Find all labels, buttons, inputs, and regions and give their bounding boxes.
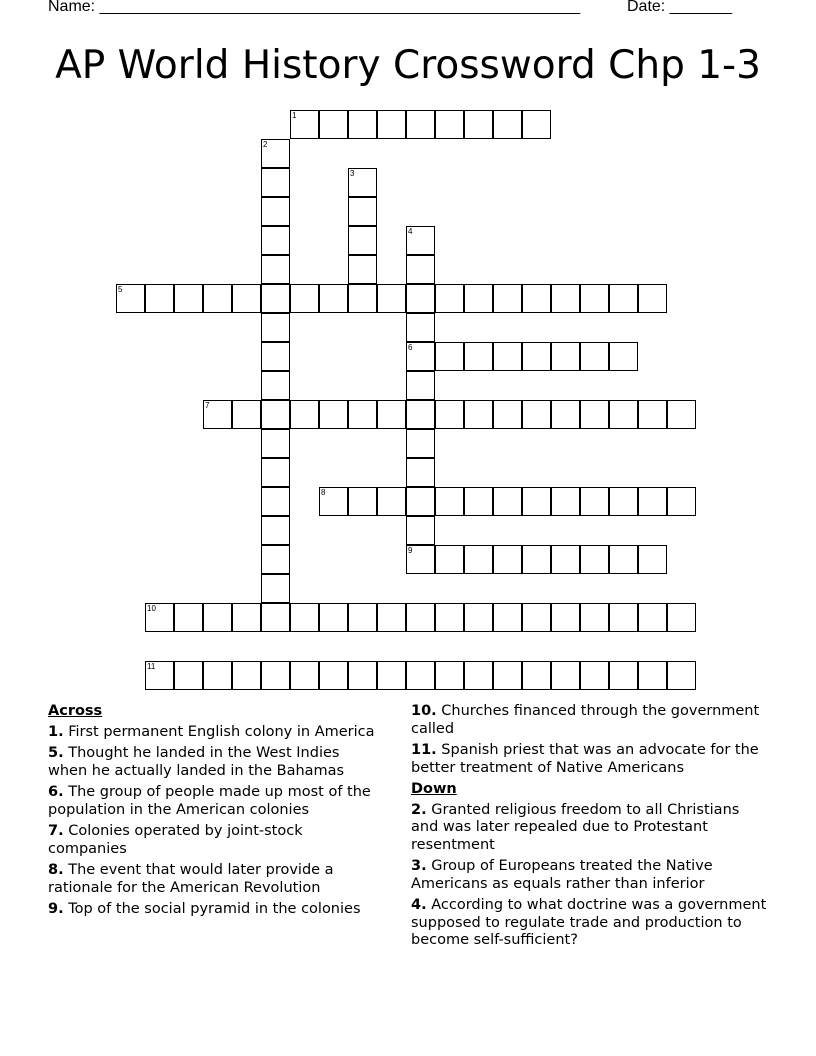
crossword-cell[interactable] [406,603,435,632]
clue-text: First permanent English colony in America [68,723,375,740]
crossword-cell[interactable] [609,400,638,429]
crossword-cell[interactable] [638,400,667,429]
crossword-cell[interactable] [638,284,667,313]
crossword-cell[interactable] [464,400,493,429]
crossword-cell[interactable] [116,284,145,313]
crossword-cell[interactable] [551,342,580,371]
crossword-cell[interactable] [493,284,522,313]
crossword-cell[interactable] [261,255,290,284]
crossword-cell[interactable] [435,603,464,632]
crossword-cell[interactable] [406,110,435,139]
crossword-cell[interactable] [377,400,406,429]
crossword-cell[interactable] [348,110,377,139]
crossword-cell[interactable] [493,545,522,574]
crossword-cell[interactable] [406,661,435,690]
crossword-cell[interactable] [261,458,290,487]
crossword-cell[interactable] [174,603,203,632]
crossword-cell[interactable] [464,603,493,632]
across-clue-7 [48,823,383,858]
crossword-cell[interactable] [609,342,638,371]
crossword-cell[interactable] [319,661,348,690]
crossword-cell[interactable] [638,487,667,516]
crossword-cell[interactable] [551,661,580,690]
crossword-cell[interactable] [580,487,609,516]
crossword-cell[interactable] [464,110,493,139]
cell-number: 4 [408,227,413,236]
crossword-cell[interactable] [551,284,580,313]
crossword-cell[interactable] [377,284,406,313]
crossword-cell[interactable] [406,545,435,574]
crossword-cell[interactable] [348,400,377,429]
crossword-cell[interactable] [319,110,348,139]
crossword-cell[interactable] [464,545,493,574]
crossword-cell[interactable] [667,661,696,690]
cell-number: 1 [292,111,297,120]
across-clue-9 [48,901,383,919]
crossword-cell[interactable] [406,458,435,487]
crossword-cell[interactable] [261,574,290,603]
crossword-cell[interactable] [232,400,261,429]
crossword-cell[interactable] [261,139,290,168]
crossword-cell[interactable] [261,400,290,429]
crossword-cell[interactable] [522,487,551,516]
crossword-cell[interactable] [261,197,290,226]
crossword-cell[interactable] [667,400,696,429]
crossword-cell[interactable] [435,487,464,516]
clue-number: 2. [411,801,427,818]
crossword-cell[interactable] [464,342,493,371]
clue-text: Group of Europeans treated the Native Americans as equals rather than inferior [411,858,713,892]
across-clue-5 [48,745,383,780]
crossword-cell[interactable] [493,110,522,139]
crossword-cell[interactable] [261,603,290,632]
crossword-cell[interactable] [406,400,435,429]
cell-number: 10 [147,604,156,613]
clue-text: Churches financed through the government called [411,703,760,737]
crossword-cell[interactable] [609,661,638,690]
crossword-cell[interactable] [377,487,406,516]
clues-column-left [48,703,383,923]
puzzle-title: AP World History Crossword Chp 1-3 [55,43,761,88]
crossword-cell[interactable] [609,284,638,313]
crossword-cell[interactable] [319,603,348,632]
crossword-cell[interactable] [493,603,522,632]
crossword-cell[interactable] [174,284,203,313]
crossword-cell[interactable] [667,487,696,516]
crossword-cell[interactable] [580,545,609,574]
crossword-cell[interactable] [435,400,464,429]
crossword-cell[interactable] [580,661,609,690]
crossword-cell[interactable] [580,284,609,313]
across-clue-6 [48,784,383,819]
crossword-cell[interactable] [493,400,522,429]
crossword-cell[interactable] [145,284,174,313]
clue-number: 6. [48,784,64,800]
cell-number: 6 [408,343,413,352]
crossword-cell[interactable] [464,487,493,516]
crossword-cell[interactable] [261,516,290,545]
crossword-cell[interactable] [203,400,232,429]
clue-text: Thought he landed in the West Indies when he actually landed in the Bahamas [48,745,345,779]
crossword-cell[interactable] [319,400,348,429]
crossword-cell[interactable] [261,545,290,574]
clue-number: 9. [48,901,64,917]
crossword-cell[interactable] [493,342,522,371]
crossword-cell[interactable] [261,168,290,197]
clue-text: Colonies operated by joint-stock companies [48,823,303,857]
crossword-cell[interactable] [232,603,261,632]
crossword-cell[interactable] [348,284,377,313]
crossword-cell[interactable] [609,487,638,516]
crossword-cell[interactable] [145,603,174,632]
clue-text: Spanish priest that was an advocate for the better treatment of Native Americans [411,742,759,776]
crossword-cell[interactable] [522,661,551,690]
crossword-cell[interactable] [261,226,290,255]
across-clue-1 [48,724,383,742]
crossword-cell[interactable] [406,284,435,313]
name-field-line: Name: ______________________________________________________ [48,0,581,15]
crossword-cell[interactable] [609,603,638,632]
crossword-cell[interactable] [522,342,551,371]
crossword-cell[interactable] [580,342,609,371]
crossword-cell[interactable] [261,429,290,458]
crossword-cell[interactable] [464,284,493,313]
crossword-cell[interactable] [261,371,290,400]
crossword-cell[interactable] [580,400,609,429]
across-heading: Across [48,703,103,719]
crossword-cell[interactable] [348,226,377,255]
crossword-cell[interactable] [348,487,377,516]
crossword-cell[interactable] [406,487,435,516]
crossword-cell[interactable] [203,661,232,690]
clue-number: 1. [48,723,64,740]
clue-number: 10. [411,703,437,719]
crossword-cell[interactable] [551,487,580,516]
crossword-cell[interactable] [406,371,435,400]
crossword-cell[interactable] [290,284,319,313]
crossword-cell[interactable] [522,603,551,632]
crossword-cell[interactable] [377,661,406,690]
crossword-cell[interactable] [261,342,290,371]
crossword-cell[interactable] [667,603,696,632]
down-clue-4 [411,897,771,950]
crossword-cell[interactable] [348,661,377,690]
date-field-line: Date: _______ [627,0,732,15]
crossword-cell[interactable] [435,661,464,690]
crossword-cell[interactable] [348,255,377,284]
crossword-cell[interactable] [232,661,261,690]
crossword-cell[interactable] [261,661,290,690]
crossword-cell[interactable] [638,603,667,632]
crossword-cell[interactable] [435,110,464,139]
clue-number: 8. [48,862,64,878]
crossword-cell[interactable] [638,661,667,690]
across-clue-10 [411,703,771,738]
crossword-cell[interactable] [522,284,551,313]
clue-number: 4. [411,897,427,913]
crossword-cell[interactable] [464,661,493,690]
clue-number: 11. [411,742,437,758]
crossword-cell[interactable] [435,284,464,313]
cell-number: 3 [350,169,355,178]
crossword-cell[interactable] [493,661,522,690]
cell-number: 9 [408,546,413,555]
cell-number: 11 [147,662,156,671]
crossword-cell[interactable] [522,400,551,429]
crossword-cell[interactable] [609,545,638,574]
crossword-cell[interactable] [551,545,580,574]
crossword-cell[interactable] [319,284,348,313]
crossword-cell[interactable] [261,487,290,516]
down-clue-2 [411,802,771,855]
crossword-cell[interactable] [348,197,377,226]
crossword-cell[interactable] [435,545,464,574]
crossword-cell[interactable] [580,603,609,632]
crossword-cell[interactable] [174,661,203,690]
crossword-cell[interactable] [203,603,232,632]
crossword-cell[interactable] [290,603,319,632]
crossword-cell[interactable] [522,545,551,574]
crossword-cell[interactable] [406,313,435,342]
down-heading: Down [411,781,457,797]
crossword-cell[interactable] [406,429,435,458]
crossword-cell[interactable] [348,603,377,632]
clue-text: Top of the social pyramid in the colonies [68,901,361,917]
crossword-cell[interactable] [406,516,435,545]
crossword-cell[interactable] [377,110,406,139]
crossword-cell[interactable] [232,284,261,313]
crossword-cell[interactable] [261,284,290,313]
crossword-cell[interactable] [261,313,290,342]
crossword-cell[interactable] [551,603,580,632]
crossword-cell[interactable] [638,545,667,574]
crossword-cell[interactable] [290,661,319,690]
crossword-cell[interactable] [348,168,377,197]
crossword-cell[interactable] [406,226,435,255]
cell-number: 2 [263,140,268,149]
cell-number: 7 [205,401,210,410]
across-clue-8 [48,862,383,897]
crossword-cell[interactable] [551,400,580,429]
crossword-cell[interactable] [377,603,406,632]
crossword-cell[interactable] [493,487,522,516]
cell-number: 5 [118,285,123,294]
crossword-cell[interactable] [406,342,435,371]
crossword-cell[interactable] [522,110,551,139]
down-clue-3 [411,858,771,893]
clue-text: The group of people made up most of the population in the American colonies [48,784,371,818]
crossword-cell[interactable] [290,400,319,429]
across-clue-11 [411,742,771,777]
clues-column-right [411,703,771,954]
crossword-cell[interactable] [145,661,174,690]
clue-text: The event that would later provide a rationale for the American Revolution [48,862,334,896]
clue-number: 3. [411,858,427,874]
crossword-cell[interactable] [319,487,348,516]
crossword-cell[interactable] [290,110,319,139]
clue-text: Granted religious freedom to all Christians and was later repealed due to Protestant resentment [411,801,740,853]
crossword-cell[interactable] [203,284,232,313]
clue-number: 5. [48,745,64,761]
clue-text: According to what doctrine was a government supposed to regulate trade and production to become self-sufficient? [411,897,767,948]
clue-number: 7. [48,823,64,839]
crossword-cell[interactable] [406,255,435,284]
cell-number: 8 [321,488,326,497]
crossword-cell[interactable] [435,342,464,371]
